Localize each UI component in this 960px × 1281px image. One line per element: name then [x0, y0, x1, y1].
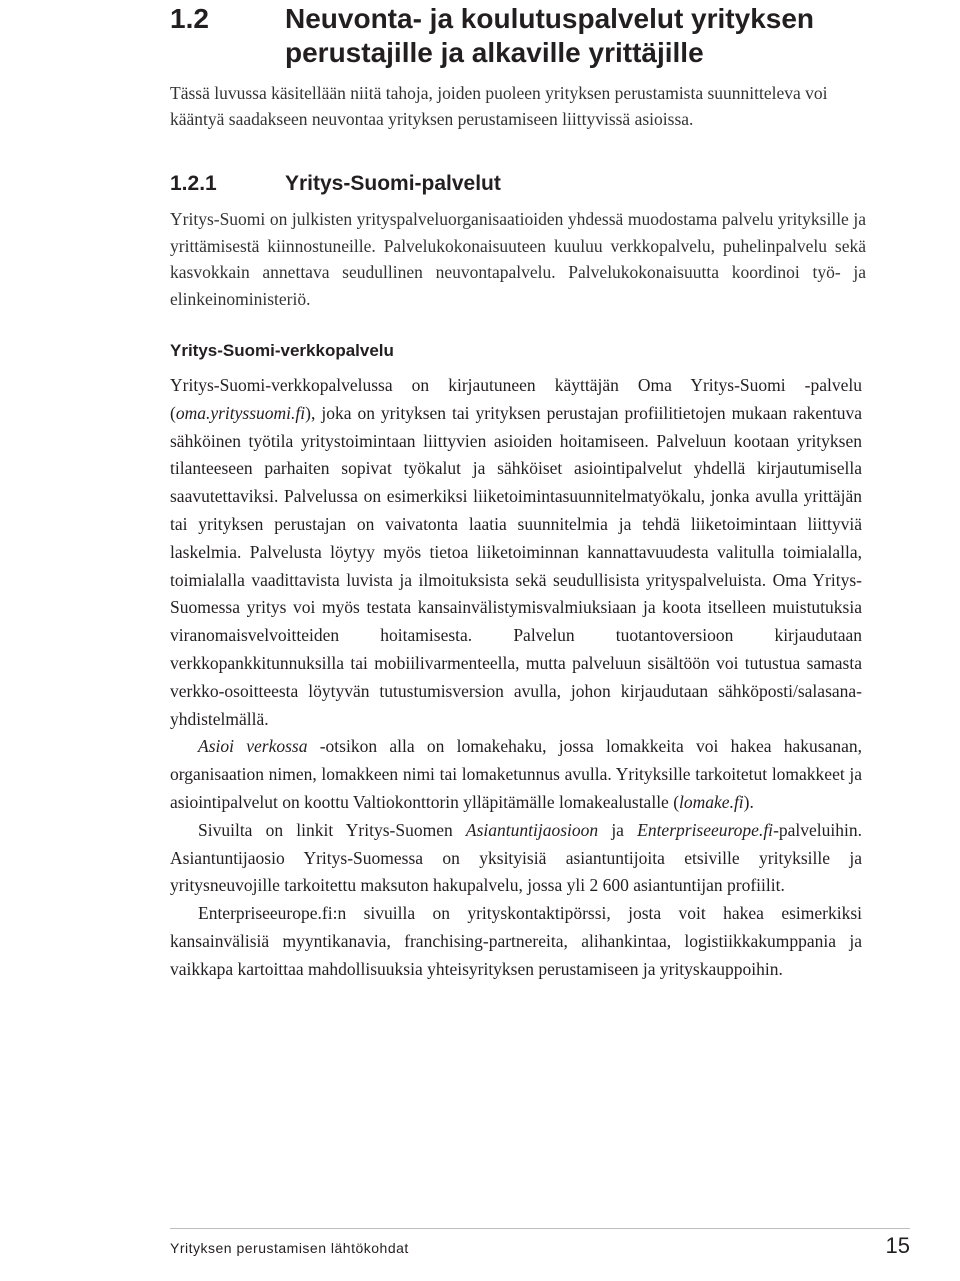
section-title: Yritys-Suomi-palvelut: [285, 172, 501, 195]
body-paragraph-2: Asioi verkossa -otsikon alla on lomakehaku, jossa lomakkeita voi hakea hakusanan, organisaation nimen, lomakkeen nimi tai lomaketunnus avulla. Yrityksille tarkoitetut lomakkeet ja asiointipalvelut on koottu Valtiokonttorin ylläpitämälle lomakealustalle (lomake.fi).: [170, 736, 862, 812]
section-number: 1.2.1: [170, 172, 217, 195]
chapter-heading: [170, 2, 930, 70]
chapter-number: 1.2: [170, 3, 209, 34]
chapter-title: Neuvonta- ja koulutuspalvelut yrityksen perustajille ja alkaville yrittäjille: [285, 3, 815, 68]
section-paragraph: Yritys-Suomi on julkisten yrityspalveluorganisaatioiden yhdessä muodostama palvelu yrityksille ja yrittämisestä kiinnostuneille. Palvelukokonaisuuteen kuuluu verkkopalvelu, puhelinpalvelu sekä kasvokkain annettava seudullinen neuvontapalvelu. Palvelukokonaisuutta koordinoi työ- ja elinkeinoministeriö.: [170, 209, 866, 309]
body-paragraph-3: Sivuilta on linkit Yritys-Suomen Asiantuntijaosioon ja Enterpriseeurope.fi-palveluihin. Asiantuntijaosio Yritys-Suomessa on yksityisiä asiantuntijoita etsiville yrityksille ja yritysneuvojille tarkoitettu maksuton hakupalvelu, jossa yli 2 600 asiantuntijan profiilit.: [170, 819, 862, 896]
link-lomake: lomake.fi: [679, 791, 744, 812]
enterpriseeurope-label: Enterpriseeurope.fi: [637, 819, 774, 840]
subsection-body: [170, 372, 862, 984]
page-number: 15: [885, 1233, 910, 1258]
asioi-verkossa-label: Asioi verkossa: [198, 736, 308, 757]
subsection-heading: Yritys-Suomi-verkkopalvelu: [170, 341, 394, 360]
asiantuntijaosio-label: Asiantuntijaosioon: [465, 819, 599, 840]
footer-title: Yrityksen perustamisen lähtökohdat: [170, 1240, 409, 1256]
intro-paragraph: Tässä luvussa käsitellään niitä tahoja, joiden puoleen yrityksen perustamista suunnitteleva voi kääntyä saadakseen neuvontaa yrityksen perustamiseen liittyvissä asioissa.: [170, 83, 828, 129]
body-paragraph-1: Yritys-Suomi-verkkopalvelussa on kirjautuneen käyttäjän Oma Yritys-Suomi -palvelu (oma.yrityssuomi.fi), joka on yrityksen tai yrityksen perustajan profiilitietojen mukaan rakentuva sähköinen työtila yritystoimintaan liittyvien asioiden hoitamiseen. Palveluun kootaan yrityksen tilanteeseen parhaiten sopivat työkalut ja sähköiset asiointipalvelut yhdellä kirjautumisella saavutettaviksi. Palvelussa on esimerkiksi liiketoimintasuunnitelmatyökalu, jonka avulla yrittäjän tai yrityksen perustajan on vaivatonta laatia suunnitelmia ja tehdä liiketoimintaan liittyviä laskelmia. Palvelusta löytyy myös tietoa liiketoiminnan kannattavuudesta valitulla toimialalla, toimialalla vaadittavista luvista ja ilmoituksista sekä seudullisista yrityspalveluista. Oma Yritys-Suomessa yritys voi myös testata kansainvälistymisvalmiuksiaan ja koota itselleen muistutuksia viranomaisvelvoitteiden hoitamisesta. Palvelun tuotantoversioon kirjaudutaan verkkopankkitunnuksilla tai mobiilivarmenteella, mutta palveluun sisältöön voi tutustua samasta verkko-osoitteesta löytyvän tutustumisversion avulla, johon kirjaudutaan sähköposti/salasana-yhdistelmällä.: [170, 375, 862, 729]
body-paragraph-4: Enterpriseeurope.fi:n sivuilla on yrityskontaktipörssi, josta voit hakea esimerkiksi kansainvälisiä myyntikanavia, franchising-partnereita, alihankintaa, logistiikkakumppania ja vaikkapa kartoittaa mahdollisuuksia yhteisyrityksen perustamiseen ja yrityskauppoihin.: [170, 903, 862, 979]
section-heading: [170, 170, 870, 198]
link-oma-yrityssuomi: oma.yrityssuomi.fi: [175, 402, 306, 423]
footer-divider: [170, 1228, 910, 1229]
